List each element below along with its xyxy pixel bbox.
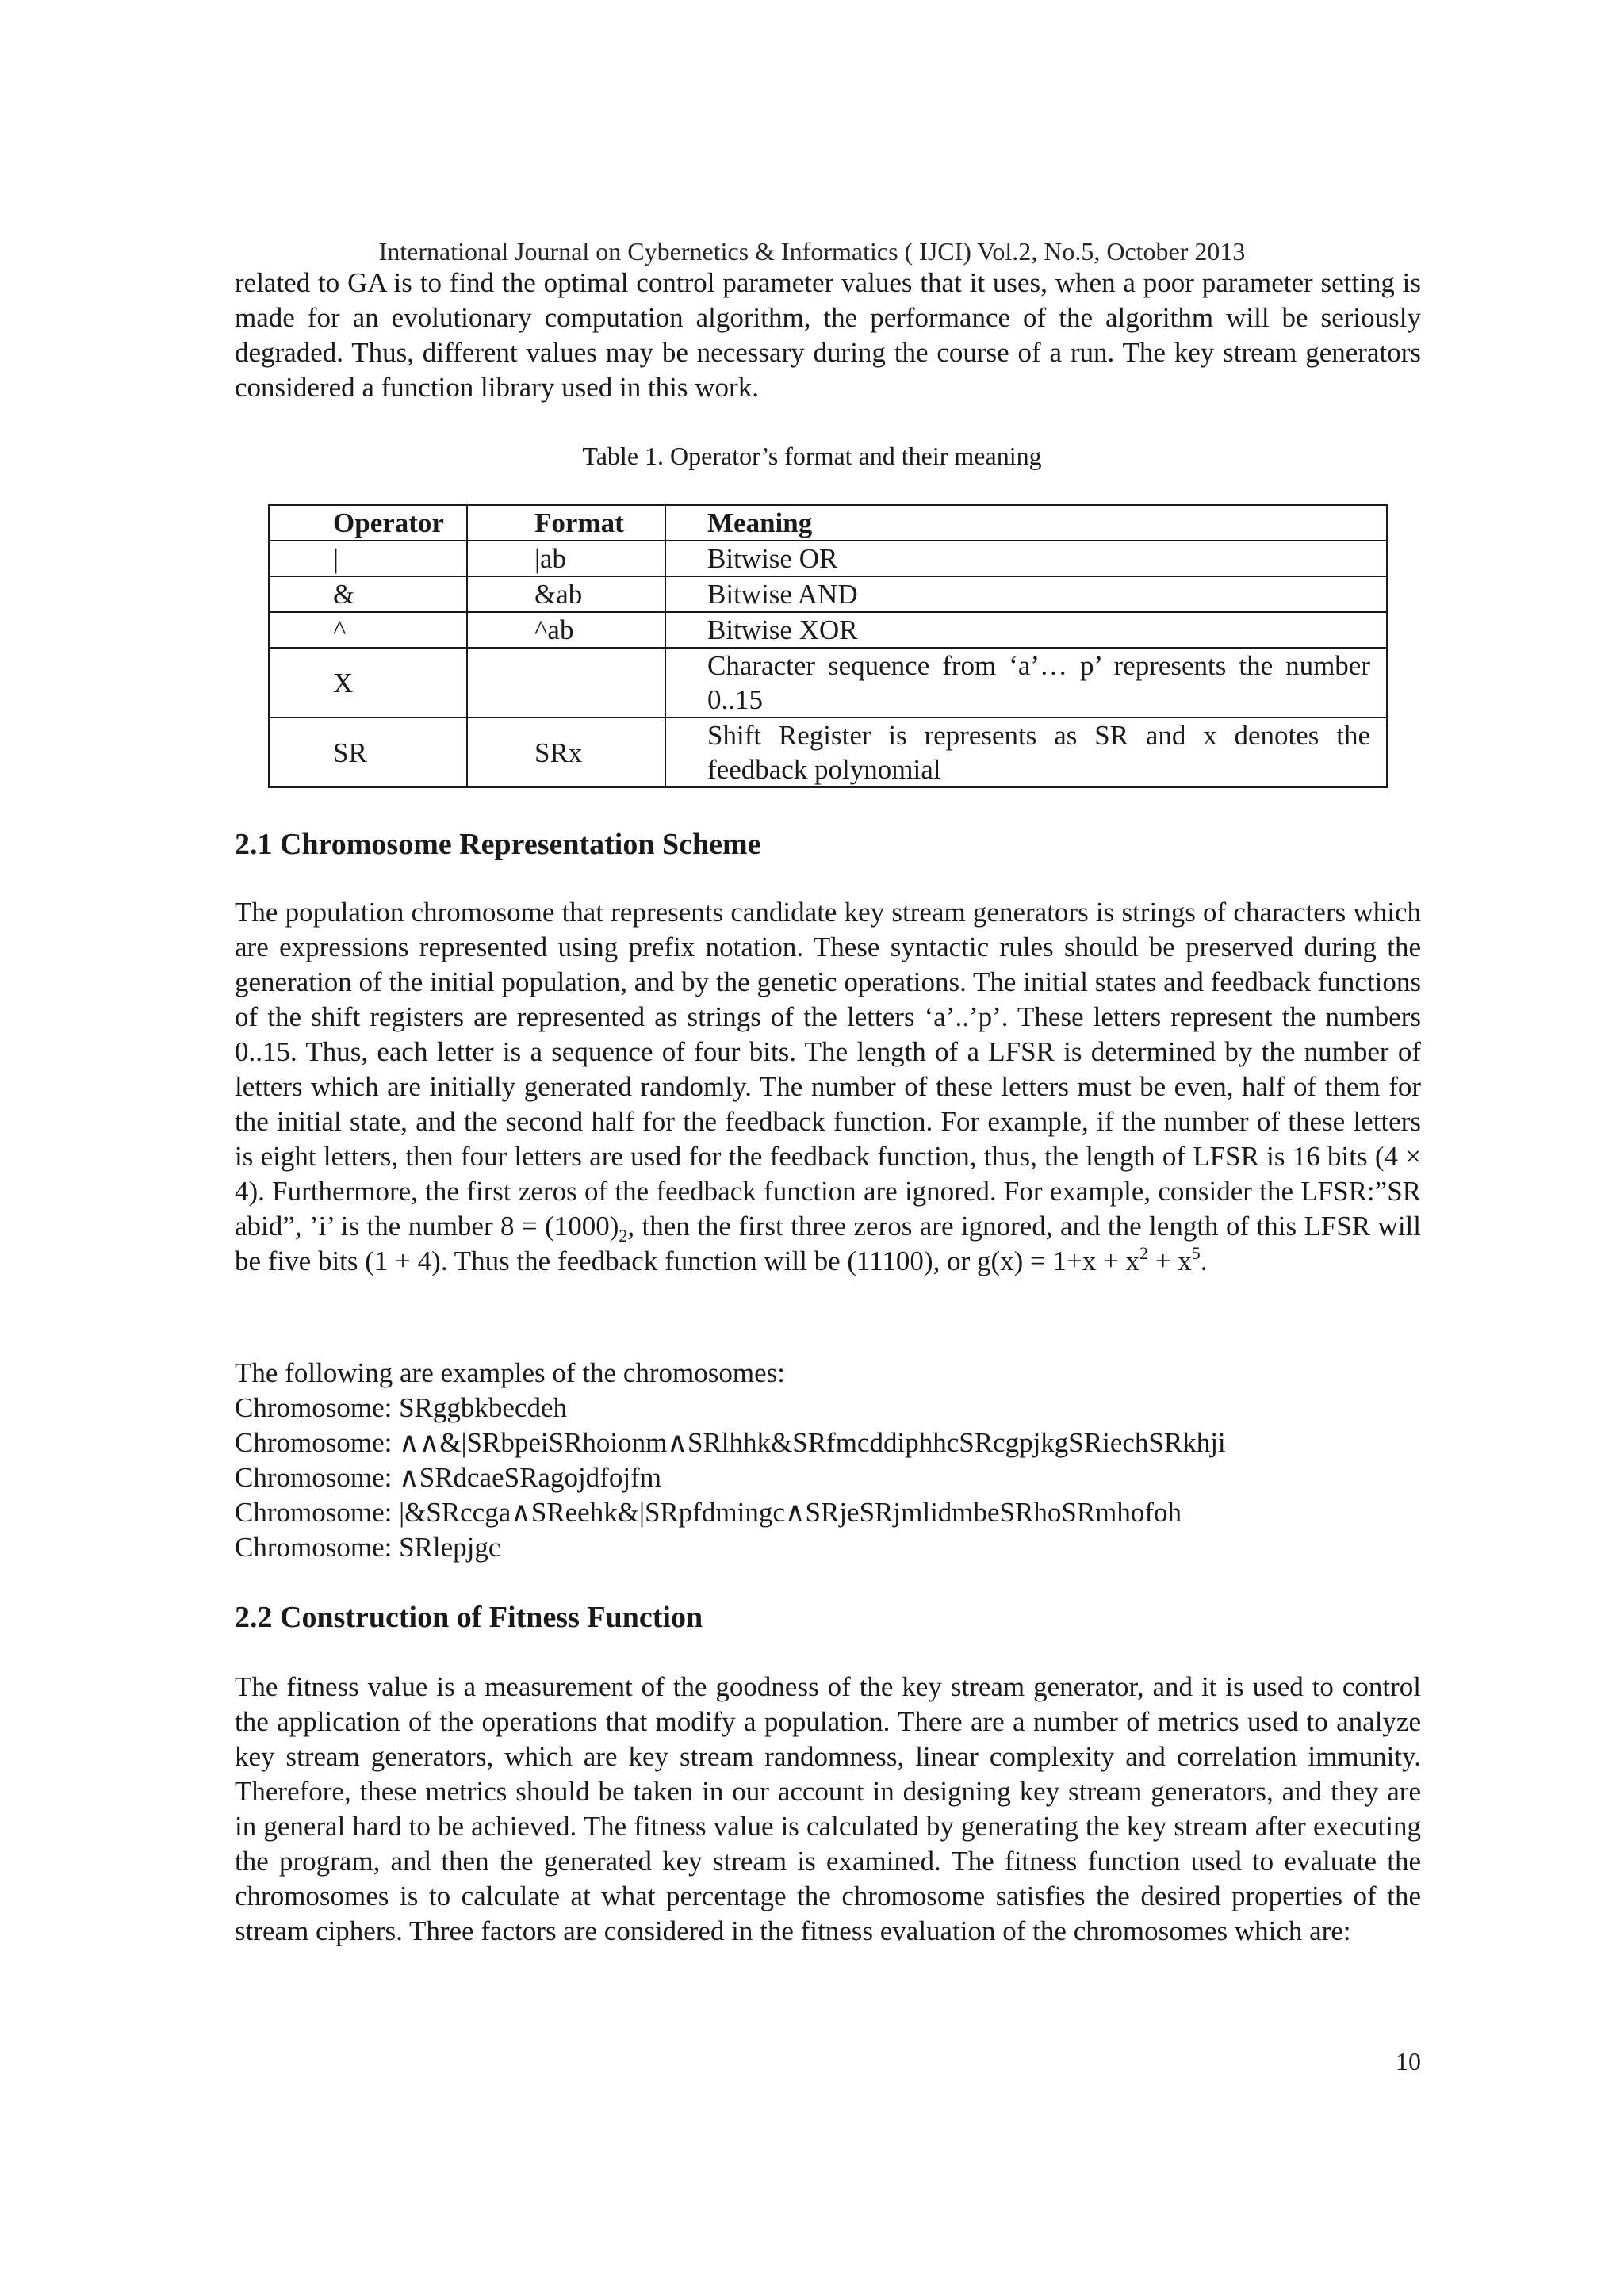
header-operator: Operator: [269, 505, 467, 541]
table-row: [269, 718, 1387, 787]
operators-table: [268, 504, 1388, 788]
chromosome-paragraph-text: The population chromosome that represents candidate key stream generators is strings of characters which are expressions represented using prefix notation. These syntactic rules should be preserved during the generation of the initial population, and by the genetic operations. The initial states and feedback functions of the shift registers are represented as strings of the letters ‘a’..’p’. These letters represent the numbers 0..15. Thus, each letter is a sequence of four bits. The length of a LFSR is determined by the number of letters which are initially generated randomly. The number of these letters must be even, half of them for the initial state, and the second half for the feedback function. For example, if the number of these letters is eight letters, then four letters are used for the feedback function, thus, the length of LFSR is 16 bits (4 × 4). Furthermore, the first zeros of the feedback function are ignored. For example, consider the LFSR:”SR abid”, ’i’ is the number 8 = (1000): [235, 897, 1421, 1242]
intro-paragraph-text: related to GA is to find the optimal control parameter values that it uses, when a poor parameter setting is made for an evolutionary computation algorithm, the performance of the algorithm will be seriously degraded. Thus, different values may be necessary during the course of a run. The key stream generators considered a function library used in this work.: [235, 267, 1421, 403]
exponent-2: 2: [1139, 1243, 1149, 1263]
fitness-paragraph: [235, 1670, 1421, 1949]
chromosome-paragraph: [235, 895, 1421, 1279]
fitness-paragraph-text: The fitness value is a measurement of the goodness of the key stream generator, and it is used to control the application of the operations that modify a population. There are a number of metrics used to analyze key stream generators, which are key stream randomness, linear complexity and correlation immunity. Therefore, these metrics should be taken in our account in designing key stream generators, and they are in general hard to be achieved. The fitness value is calculated by generating the key stream after executing the program, and then the generated key stream is examined. The fitness function used to evaluate the chromosomes is to calculate at what percentage the chromosome satisfies the desired properties of the stream ciphers. Three factors are considered in the fitness evaluation of the chromosomes which are:: [235, 1671, 1421, 1946]
table-caption: Table 1. Operator’s format and their meaning: [582, 442, 1042, 470]
header-meaning: Meaning: [665, 505, 1387, 541]
cell-operator: ^: [333, 614, 347, 645]
example-line: Chromosome: ∧∧&|SRbpeiSRhoionm∧SRlhhk&SRfmcddiphhcSRcgpjkgSRiechSRkhji: [235, 1427, 1226, 1458]
cell-meaning: Bitwise XOR: [665, 612, 1387, 648]
cell-meaning: Bitwise OR: [665, 541, 1387, 576]
cell-operator: &: [333, 579, 355, 610]
table-row: [269, 576, 1387, 612]
examples-intro: The following are examples of the chromosomes:: [235, 1357, 785, 1388]
example-line: Chromosome: |&SRccga∧SReehk&|SRpfdmingc∧SRjeSRjmlidmbeSRhoSRmhofoh: [235, 1497, 1182, 1528]
chromosome-paragraph-tail: , then the first three zeros are ignored, and the length of this LFSR will be five bits (1 + 4). Thus the feedback function will be (11100), or g(x) = 1+x + x: [235, 1211, 1421, 1276]
running-head: International Journal on Cybernetics & Informatics ( IJCI) Vol.2, No.5, October 2013: [378, 237, 1246, 266]
cell-meaning: Shift Register is represents as SR and x denotes the feedback polynomial: [665, 718, 1387, 787]
page-number: 10: [1396, 2047, 1421, 2076]
table-row: [269, 541, 1387, 576]
cell-format: |ab: [534, 543, 567, 574]
table-header-row: [269, 505, 1387, 541]
cell-meaning: Character sequence from ‘a’… p’ represents the number 0..15: [665, 648, 1387, 718]
cell-operator: |: [333, 543, 339, 574]
example-line: Chromosome: SRggbkbecdeh: [235, 1392, 567, 1423]
cell-operator: SR: [333, 737, 367, 768]
chromosome-paragraph-end: .: [1200, 1246, 1208, 1276]
chromosome-examples: [235, 1356, 1421, 1565]
exponent-5: 5: [1191, 1243, 1201, 1263]
example-line: Chromosome: SRlepjgc: [235, 1532, 501, 1563]
cell-format: ^ab: [534, 614, 574, 645]
cell-format: &ab: [534, 579, 583, 610]
example-line: Chromosome: ∧SRdcaeSRagojdfojfm: [235, 1462, 661, 1493]
cell-operator: X: [333, 667, 354, 698]
header-format: Format: [467, 505, 665, 541]
table-row: [269, 648, 1387, 718]
chromosome-paragraph-tail-2: + x: [1148, 1246, 1192, 1276]
section-heading-2-1: 2.1 Chromosome Representation Scheme: [235, 828, 761, 861]
binary-subscript: 2: [619, 1226, 628, 1246]
cell-format: SRx: [534, 737, 583, 768]
intro-paragraph: [235, 266, 1421, 405]
section-heading-2-2: 2.2 Construction of Fitness Function: [235, 1601, 703, 1634]
cell-meaning: Bitwise AND: [665, 576, 1387, 612]
table-row: [269, 612, 1387, 648]
